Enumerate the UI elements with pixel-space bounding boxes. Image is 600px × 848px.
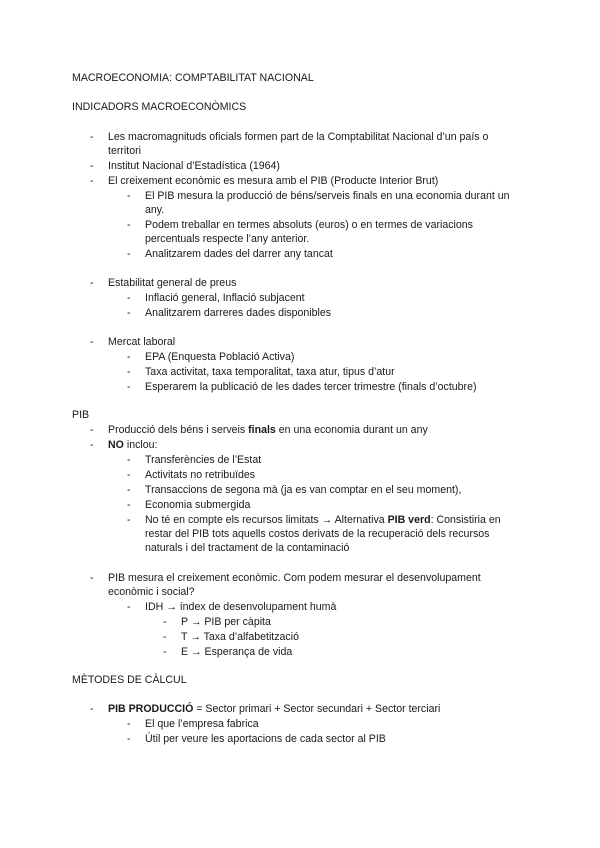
list-item: El creixement econòmic es mesura amb el PIB (Producte Interior Brut) [108,175,439,187]
bullet-dash: - [127,718,131,730]
bold-text: PIB PRODUCCIÓ [108,703,194,715]
sub-list-item [145,513,501,527]
list-item-continuation: territori [108,145,141,157]
bullet-dash: - [90,175,94,187]
sub-list-item-continuation: percentuals respecte l’any anterior. [145,233,310,245]
sub-sub-list-item: T → Taxa d’alfabetització [181,631,299,643]
sub-list-item: Transaccions de segona mà (ja es van comptar en el seu moment), [145,484,462,496]
bullet-dash: - [127,219,131,231]
bullet-dash: - [90,439,94,451]
list-item: Les macromagnituds oficials formen part de la Comptabilitat Nacional d’un país o [108,131,489,143]
bullet-dash: - [90,277,94,289]
bullet-dash: - [127,499,131,511]
text-segment: No té en compte els recursos limitats → Alternativa [145,514,388,526]
bullet-dash: - [90,424,94,436]
bullet-dash: - [127,733,131,745]
bullet-dash: - [90,131,94,143]
bullet-dash: - [127,248,131,260]
list-item: PIB mesura el creixement econòmic. Com podem mesurar el desenvolupament [108,572,481,584]
sub-list-item: El PIB mesura la producció de béns/serveis finals en una economia durant un [145,190,510,202]
bold-text: finals [248,424,276,436]
list-item [108,438,157,452]
sub-list-item-continuation: naturals i del tractament de la contaminació [145,542,350,554]
section-heading-metodes: MÈTODES DE CÀLCUL [72,674,187,686]
sub-list-item: EPA (Enquesta Població Activa) [145,351,295,363]
bullet-dash: - [127,469,131,481]
sub-list-item-continuation: restar del PIB tots aquells costos derivats de la recuperació dels recursos [145,528,490,540]
text-segment: Producció dels béns i serveis [108,424,249,436]
bullet-dash: - [127,351,131,363]
sub-list-item-continuation: any. [145,204,165,216]
sub-list-item: Activitats no retribuïdes [145,469,256,481]
bullet-dash: - [90,336,94,348]
bullet-dash: - [127,484,131,496]
text-segment: = Sector primari + Sector secundari + Sector terciari [193,703,441,715]
bullet-dash: - [127,514,131,526]
list-item: Estabilitat general de preus [108,277,237,289]
sub-sub-list-item: P → PIB per càpita [181,616,271,628]
bullet-dash: - [163,646,167,658]
bullet-dash: - [127,381,131,393]
sub-list-item: Podem treballar en termes absoluts (euros) o en termes de variacions [145,219,473,231]
bullet-dash: - [163,631,167,643]
sub-list-item: Taxa activitat, taxa temporalitat, taxa atur, tipus d’atur [145,366,395,378]
bullet-dash: - [127,601,131,613]
sub-list-item: Analitzarem dades del darrer any tancat [145,248,333,260]
bullet-dash: - [127,454,131,466]
list-item [108,423,428,437]
list-item-continuation: econòmic i social? [108,586,195,598]
sub-list-item: Economia submergida [145,499,251,511]
bullet-dash: - [163,616,167,628]
bold-text: PIB verd [387,514,431,526]
section-heading-pib: PIB [72,409,90,421]
bullet-dash: - [127,307,131,319]
sub-list-item: Transferències de l’Estat [145,454,262,466]
bullet-dash: - [90,572,94,584]
document-title: MACROECONOMIA: COMPTABILITAT NACIONAL [72,72,314,84]
bullet-dash: - [127,190,131,202]
sub-list-item: Esperarem la publicació de les dades tercer trimestre (finals d’octubre) [145,381,477,393]
bullet-dash: - [90,703,94,715]
text-segment: en una economia durant un any [275,424,428,436]
sub-list-item: Útil per veure les aportacions de cada sector al PIB [145,733,386,745]
text-segment: inclou: [123,439,158,451]
bullet-dash: - [127,292,131,304]
bullet-dash: - [127,366,131,378]
list-item [108,702,440,716]
sub-sub-list-item: E → Esperança de vida [181,646,293,658]
sub-list-item: Analitzarem darreres dades disponibles [145,307,332,319]
sub-list-item: El que l’empresa fabrica [145,718,259,730]
section-heading-indicadors: INDICADORS MACROECONÒMICS [72,101,247,113]
text-segment: : Consistiria en [430,514,501,526]
sub-list-item: IDH → índex de desenvolupament humà [145,601,337,613]
list-item: Institut Nacional d’Estadística (1964) [108,160,280,172]
list-item: Mercat laboral [108,336,176,348]
bullet-dash: - [90,160,94,172]
sub-list-item: Inflació general, Inflació subjacent [145,292,305,304]
bold-text: NO [108,439,124,451]
